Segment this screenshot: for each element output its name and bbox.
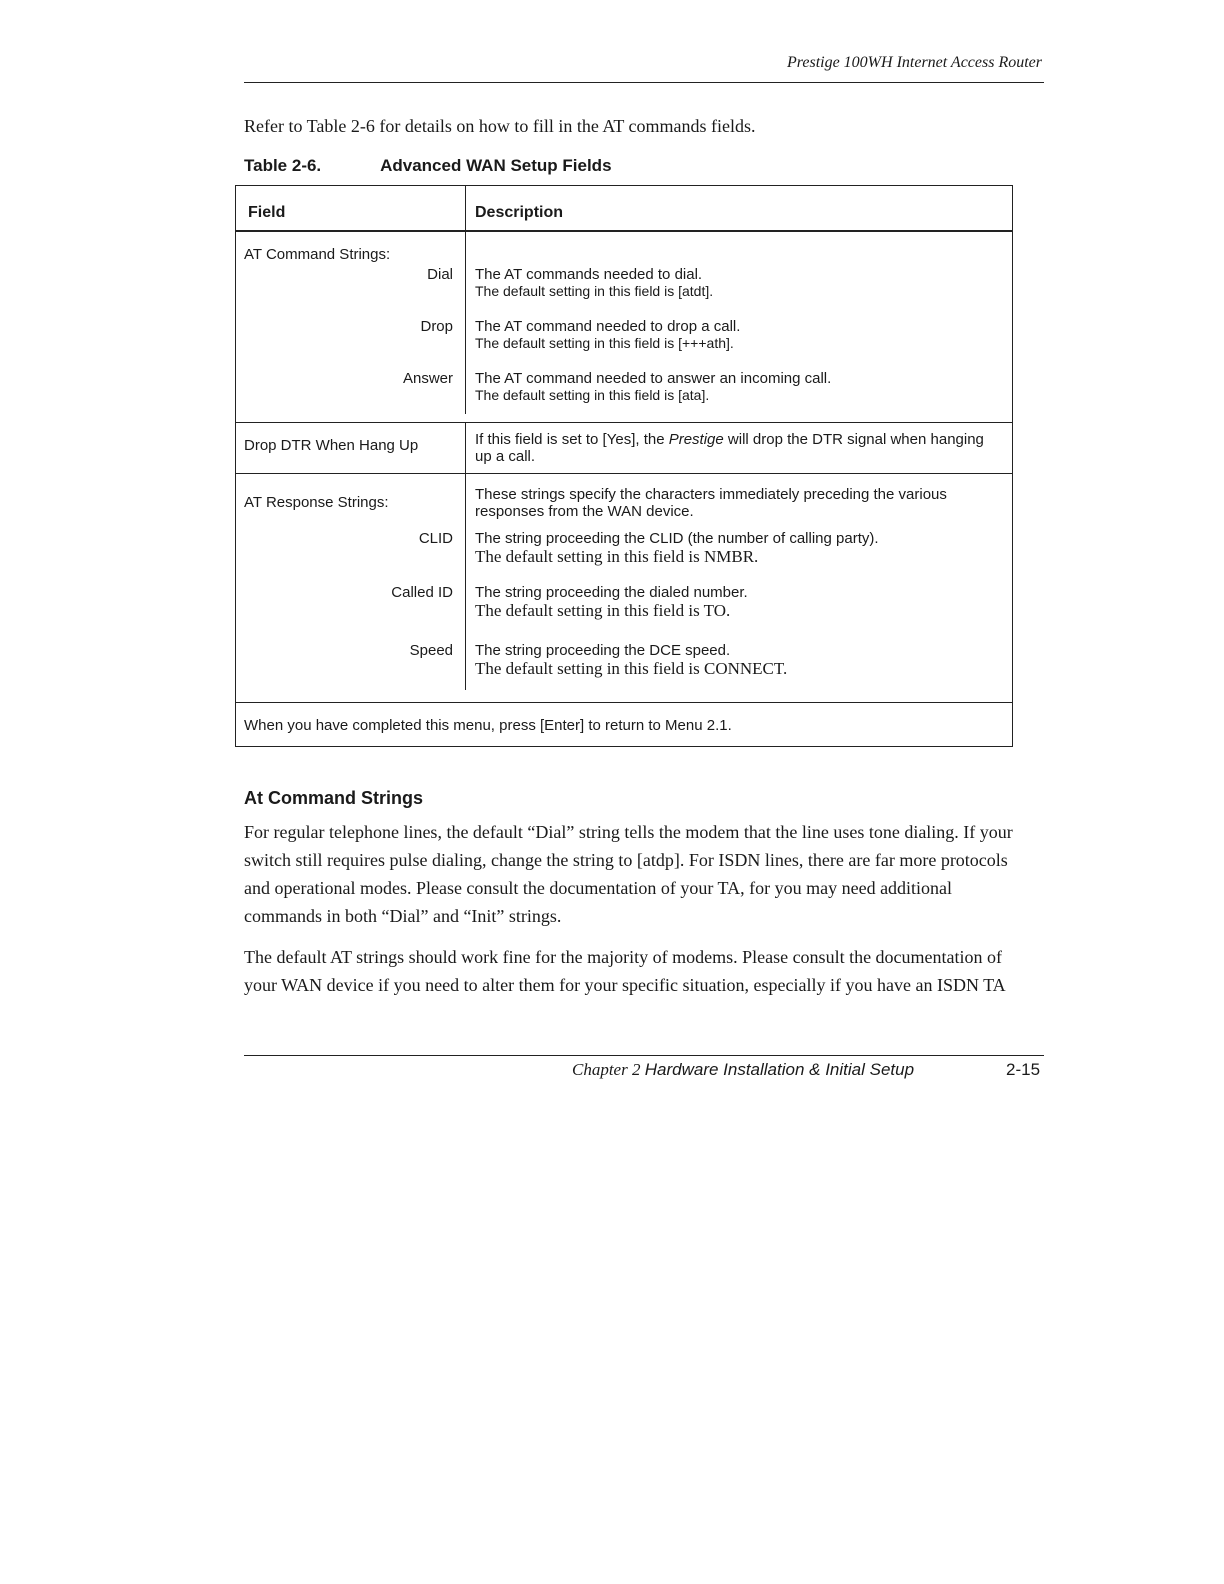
prestige-emphasis: Prestige: [668, 431, 724, 448]
table-number: Table 2-6.: [244, 156, 322, 175]
paragraph-2: The default AT strings should work fine for the majority of modems. Please consult the documentation of your WAN device if you need to alter them for your specific situation, especially if you have an ISDN TA: [244, 947, 1006, 995]
drop-label: Drop: [236, 318, 466, 370]
table-caption: [244, 156, 612, 176]
header-rule: [244, 82, 1044, 83]
running-header: Prestige 100WH Internet Access Router: [786, 54, 1042, 71]
dial-item: [236, 266, 1012, 318]
clid-label: CLID: [236, 530, 466, 584]
dial-label: Dial: [236, 266, 466, 318]
paragraph-1: For regular telephone lines, the default “Dial” string tells the modem that the line uses tone dialing. If your switch still requires pulse dialing, change the string to [atdp]. For ISDN lines, there are far more protocols and operational modes. Please consult the documentation of your TA, for you may need additional commands in both “Dial” and “Init” strings.: [244, 822, 1013, 926]
at-response-desc: These strings specify the characters immediately preceding the various responses from the WAN device.: [475, 486, 947, 520]
drop-desc-line1: The AT command needed to drop a call.: [475, 318, 741, 335]
section-heading: At Command Strings: [244, 788, 424, 808]
at-response-strings-row: [236, 474, 1012, 703]
clid-desc-line1: The string proceeding the CLID (the number of calling party).: [475, 530, 879, 547]
called-id-desc-line2: The default setting in this field is TO.: [475, 601, 731, 620]
speed-desc-line2: The default setting in this field is CONNECT.: [475, 659, 788, 678]
field-column-header: Field: [236, 186, 466, 230]
called-id-label: Called ID: [236, 584, 466, 642]
running-footer: [572, 1060, 914, 1080]
at-command-strings-row: [236, 232, 1012, 423]
speed-label: Speed: [236, 642, 466, 690]
called-id-item: [236, 584, 1012, 642]
clid-desc-line2: The default setting in this field is NMBR.: [475, 547, 759, 566]
answer-item: [236, 370, 1012, 414]
at-command-strings-label: AT Command Strings:: [236, 232, 466, 266]
footer-title: Hardware Installation & Initial Setup: [644, 1060, 915, 1079]
answer-label: Answer: [236, 370, 466, 414]
drop-item: [236, 318, 1012, 370]
drop-dtr-label: Drop DTR When Hang Up: [236, 423, 466, 473]
speed-desc-line1: The string proceeding the DCE speed.: [475, 642, 731, 659]
dial-desc-line2: The default setting in this field is [atdt].: [475, 283, 714, 299]
table-header-row: [236, 186, 1012, 232]
advanced-wan-setup-table: [235, 185, 1013, 747]
speed-item: [236, 642, 1012, 690]
clid-item: [236, 530, 1012, 584]
table-title: Advanced WAN Setup Fields: [380, 156, 612, 175]
footer-chapter: Chapter 2: [572, 1060, 641, 1079]
page-number: 2-15: [1006, 1060, 1041, 1079]
answer-desc-line2: The default setting in this field is [ata].: [475, 387, 710, 403]
dial-desc-line1: The AT commands needed to dial.: [475, 266, 703, 283]
intro-text: Refer to Table 2-6 for details on how to fill in the AT commands fields.: [244, 116, 756, 136]
drop-dtr-row: [236, 423, 1012, 474]
description-column-header: Description: [475, 204, 564, 221]
drop-dtr-desc: If this field is set to [Yes], the Prestige will drop the DTR signal when hanging up a call.: [475, 431, 984, 465]
drop-desc-line2: The default setting in this field is [+++ath].: [475, 335, 734, 351]
at-response-strings-label: AT Response Strings:: [236, 474, 466, 530]
footer-rule: [244, 1055, 1044, 1056]
table-footer-note: When you have completed this menu, press [Enter] to return to Menu 2.1.: [244, 717, 732, 734]
answer-desc-line1: The AT command needed to answer an incoming call.: [475, 370, 832, 387]
called-id-desc-line1: The string proceeding the dialed number.: [475, 584, 748, 601]
